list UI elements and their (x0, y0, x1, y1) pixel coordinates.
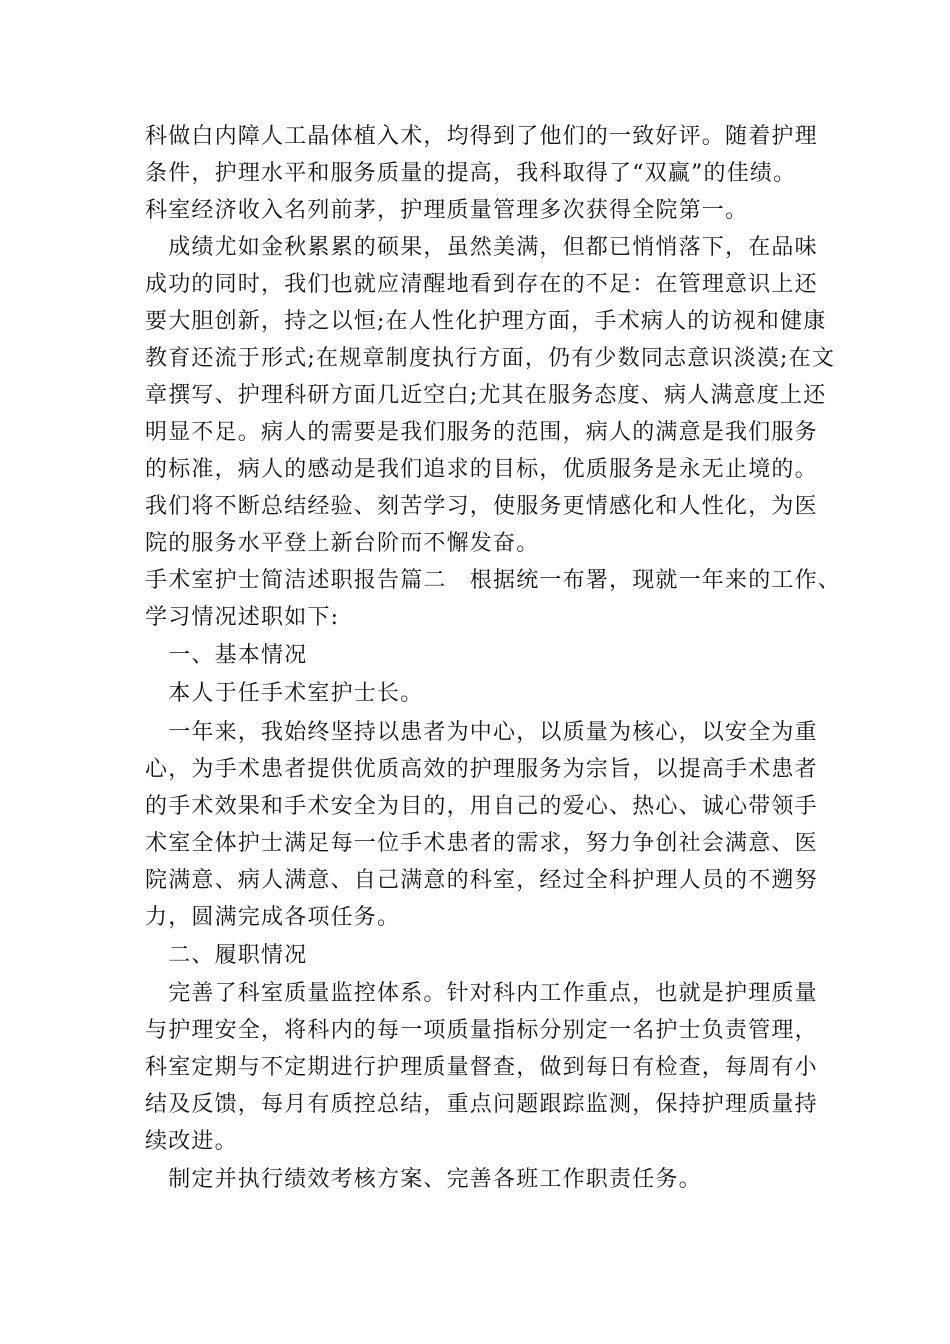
text-line: 我们将不断总结经验、刻苦学习，使服务更情感化和人性化，为医 (145, 494, 818, 519)
text-line: 心，为手术患者提供优质高效的护理服务为宗旨，以提高手术患者 (145, 757, 818, 782)
text-line: 院的服务水平登上新台阶而不懈发奋。 (145, 531, 540, 556)
text-line: 院满意、病人满意、自己满意的科室，经过全科护理人员的不遡努 (145, 868, 818, 893)
text-line: 科室定期与不定期进行护理质量督查，做到每日有检查，每周有小 (145, 1055, 818, 1080)
text-line: 的标准，病人的感动是我们追求的目标，优质服务是永无止境的。 (145, 457, 818, 482)
text-line: 术室全体护士满足每一位手术患者的需求，努力争创社会满意、医 (145, 831, 818, 856)
text-line: 条件，护理水平和服务质量的提高，我科取得了“双赢”的佳绩。 (145, 161, 797, 186)
subheading-basic-info: 一、基本情况 (145, 643, 308, 668)
text-line: 力，圆满完成各项任务。 (145, 905, 401, 930)
text-line: 制定并执行绩效考核方案、完善各班工作职责任务。 (145, 1167, 702, 1192)
text-line: 明显不足。病人的需要是我们服务的范围，病人的满意是我们服务 (145, 420, 818, 445)
text-line: 的手术效果和手术安全为目的，用自己的爱心、热心、诚心带领手 (145, 794, 818, 819)
subheading-duties: 二、履职情况 (145, 943, 308, 968)
text-line: 科室经济收入名列前茅，护理质量管理多次获得全院第一。 (145, 198, 749, 223)
text-line: 成功的同时，我们也就应清醒地看到存在的不足：在管理意识上还 (145, 272, 818, 297)
text-line: 学习情况述职如下: (145, 605, 340, 630)
text-line: 完善了科室质量监控体系。针对科内工作重点，也就是护理质量 (145, 981, 818, 1006)
text-line: 本人于任手术室护士长。 (145, 681, 424, 706)
text-line: 续改进。 (145, 1129, 238, 1154)
text-line: 科做白内障人工晶体植入术，均得到了他们的一致好评。随着护理 (145, 124, 818, 149)
text-line: 一年来，我始终坚持以患者为中心，以质量为核心，以安全为重 (145, 720, 818, 745)
text-line: 结及反馈，每月有质控总结，重点问题跟踪监测，保持护理质量持 (145, 1092, 818, 1117)
text-line: 教育还流于形式;在规章制度执行方面，仍有少数同志意识淡漠;在文 (145, 346, 836, 371)
text-line: 成绩尤如金秋累累的硕果，虽然美满，但都已悄悄落下，在品味 (145, 235, 818, 260)
text-line: 要大胆创新，持之以恒;在人性化护理方面，手术病人的访视和健康 (145, 309, 827, 334)
text-line: 与护理安全，将科内的每一项质量指标分别定一名护士负责管理， (145, 1018, 818, 1043)
text-line: 章撰写、护理科研方面几近空白;尤其在服务态度、病人满意度上还 (145, 383, 827, 408)
section-heading-line: 手术室护士简洁述职报告篇二 根据统一布署，现就一年来的工作、 (145, 568, 842, 593)
